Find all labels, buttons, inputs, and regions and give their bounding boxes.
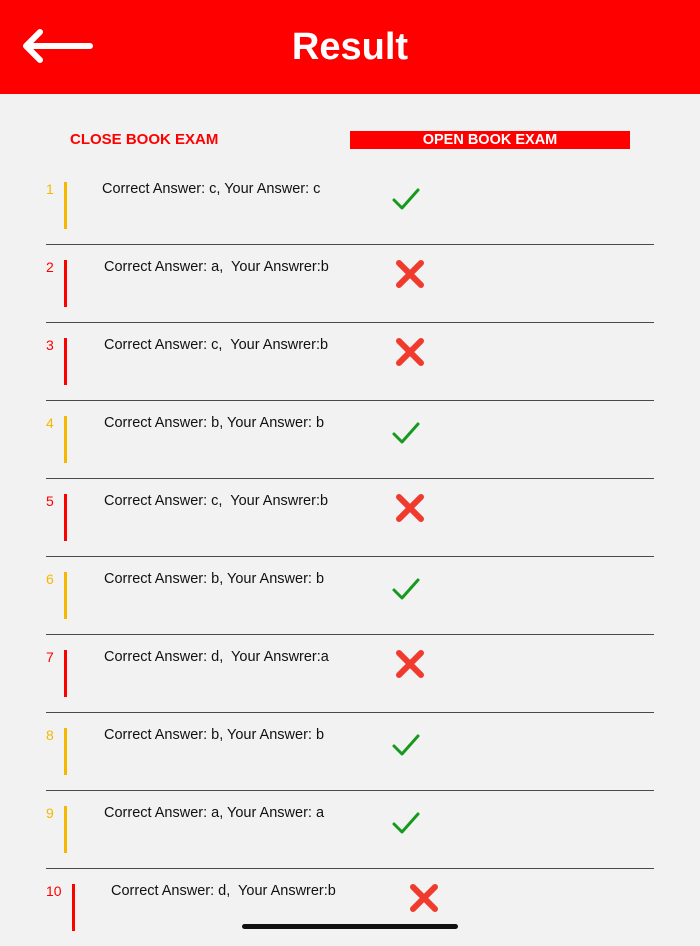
- result-row[interactable]: [46, 556, 654, 635]
- status-bar-indicator: [64, 182, 67, 229]
- header-bar: [0, 0, 700, 94]
- answer-text: Correct Answer: c, Your Answrer:b: [104, 337, 329, 353]
- status-bar-indicator: [64, 728, 67, 775]
- result-row[interactable]: [46, 166, 654, 245]
- home-indicator: [242, 924, 458, 929]
- question-number: 7: [46, 649, 54, 665]
- answer-text: Correct Answer: a, Your Answrer:b: [104, 259, 329, 275]
- result-row[interactable]: [46, 322, 654, 401]
- checkmark-icon: [390, 180, 430, 214]
- cross-icon: [390, 336, 430, 370]
- checkmark-icon: [390, 726, 430, 760]
- question-number: 5: [46, 493, 54, 509]
- question-number: 6: [46, 571, 54, 587]
- cross-icon: [390, 648, 430, 682]
- result-row[interactable]: [46, 712, 654, 791]
- status-bar-indicator: [64, 650, 67, 697]
- cross-icon: [390, 258, 430, 292]
- status-bar-indicator: [64, 806, 67, 853]
- result-row[interactable]: [46, 868, 654, 946]
- tab-open-book-exam[interactable]: OPEN BOOK EXAM: [350, 131, 630, 149]
- checkmark-icon: [390, 804, 430, 838]
- answer-text: Correct Answer: c, Your Answer: c: [102, 181, 321, 197]
- page-title: Result: [291, 26, 409, 68]
- checkmark-icon: [390, 570, 430, 604]
- answer-text: Correct Answer: b, Your Answer: b: [104, 415, 325, 431]
- answer-text: Correct Answer: a, Your Answer: a: [104, 805, 325, 821]
- question-number: 9: [46, 805, 54, 821]
- status-bar-indicator: [64, 572, 67, 619]
- tab-close-book-exam[interactable]: CLOSE BOOK EXAM: [70, 131, 219, 148]
- answer-text: Correct Answer: d, Your Answrer:b: [111, 883, 336, 899]
- cross-icon: [390, 492, 430, 526]
- result-row[interactable]: [46, 244, 654, 323]
- checkmark-icon: [390, 414, 430, 448]
- answer-text: Correct Answer: b, Your Answer: b: [104, 571, 325, 587]
- question-number: 2: [46, 259, 54, 275]
- result-row[interactable]: [46, 400, 654, 479]
- question-number: 1: [46, 181, 54, 197]
- result-row[interactable]: [46, 478, 654, 557]
- answer-text: Correct Answer: b, Your Answer: b: [104, 727, 325, 743]
- result-row[interactable]: [46, 634, 654, 713]
- question-number: 4: [46, 415, 54, 431]
- answer-text: Correct Answer: c, Your Answrer:b: [104, 493, 329, 509]
- answer-text: Correct Answer: d, Your Answrer:a: [104, 649, 329, 665]
- question-number: 3: [46, 337, 54, 353]
- status-bar-indicator: [64, 494, 67, 541]
- status-bar-indicator: [64, 416, 67, 463]
- status-bar-indicator: [72, 884, 75, 931]
- question-number: 8: [46, 727, 54, 743]
- cross-icon: [404, 882, 444, 916]
- result-row[interactable]: [46, 790, 654, 869]
- question-number: 10: [46, 883, 62, 899]
- status-bar-indicator: [64, 338, 67, 385]
- status-bar-indicator: [64, 260, 67, 307]
